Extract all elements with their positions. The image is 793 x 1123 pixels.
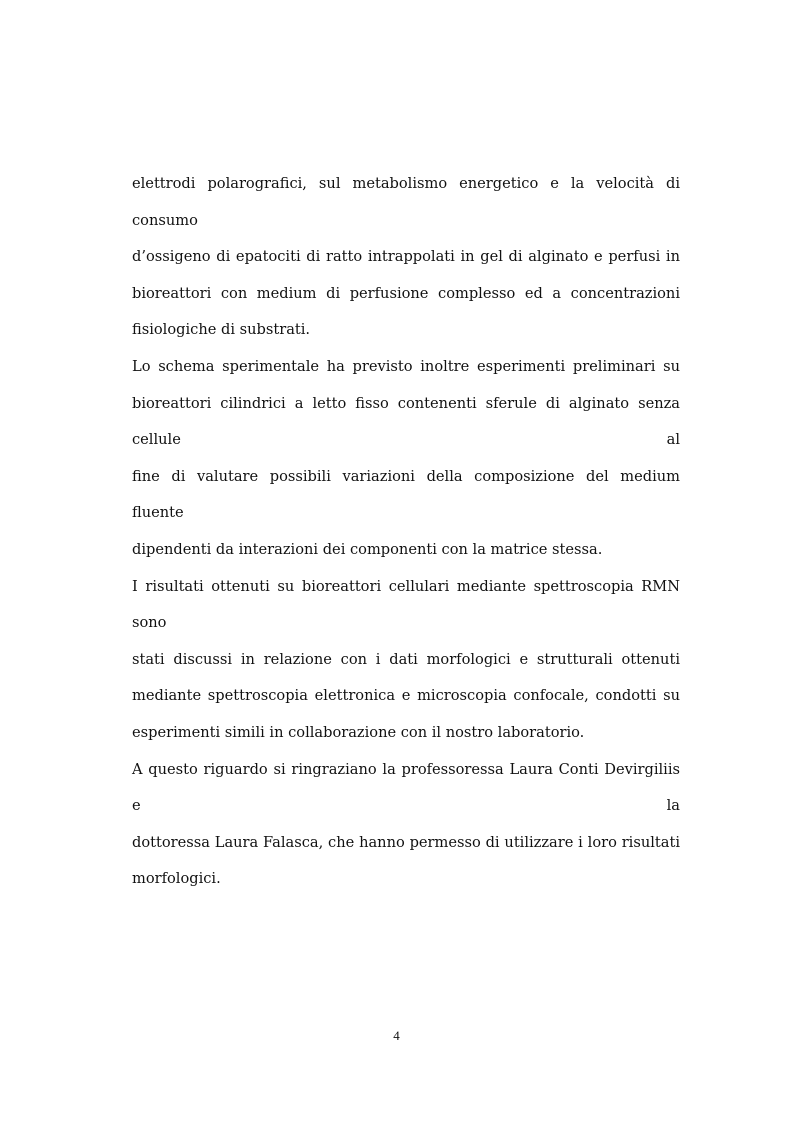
text-line: bioreattori cilindrici a letto fisso contenenti sferule di alginato senza cellule al [132, 394, 680, 449]
text-line: fisiologiche di substrati. [132, 321, 311, 339]
text-line: stati discussi in relazione con i dati morfologici e strutturali ottenuti [132, 650, 680, 668]
text-line: d’ossigeno di epatociti di ratto intrappolati in gel di alginato e perfusi in [132, 248, 680, 266]
page-number: 4 [393, 1028, 400, 1043]
text-line: I risultati ottenuti su bioreattori cellulari mediante spettroscopia RMN sono [132, 577, 680, 632]
text-line: bioreattori con medium di perfusione complesso ed a concentrazioni [132, 284, 680, 302]
text-line: esperimenti simili in collaborazione con il nostro laboratorio. [132, 723, 585, 741]
paragraph-1 [132, 166, 680, 349]
paragraph-3 [132, 569, 680, 752]
paragraph-4 [132, 752, 680, 898]
body-text [132, 166, 680, 898]
text-line: A questo riguardo si ringraziano la professoressa Laura Conti Devirgiliis e la [132, 760, 680, 815]
text-line: fine di valutare possibili variazioni della composizione del medium fluente [132, 467, 680, 522]
text-line: dipendenti da interazioni dei componenti con la matrice stessa. [132, 540, 603, 558]
text-line: Lo schema sperimentale ha previsto inoltre esperimenti preliminari su [132, 357, 680, 375]
paragraph-2 [132, 349, 680, 569]
text-line: dottoressa Laura Falasca, che hanno permesso di utilizzare i loro risultati [132, 833, 680, 851]
text-line: elettrodi polarografici, sul metabolismo energetico e la velocità di consumo [132, 175, 680, 229]
text-line: morfologici. [132, 870, 221, 888]
text-line: mediante spettroscopia elettronica e microscopia confocale, condotti su [132, 687, 680, 705]
